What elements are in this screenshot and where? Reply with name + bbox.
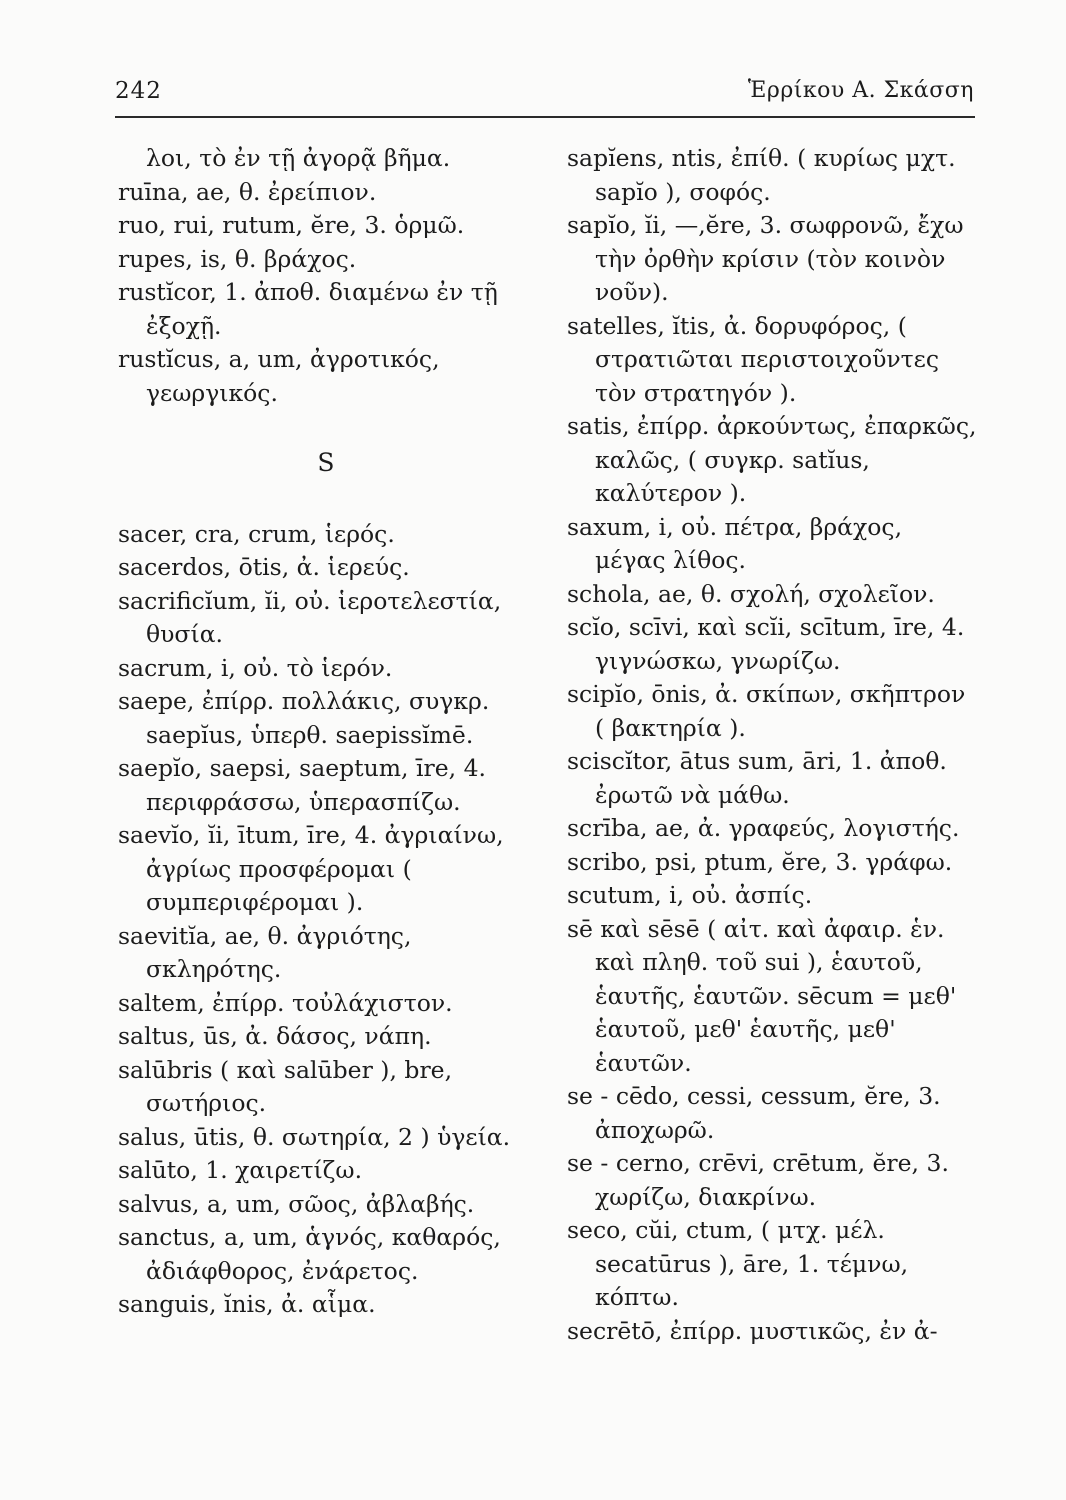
left-column <box>118 142 534 1322</box>
dictionary-entry: salūto, 1. χαιρετίζω. <box>118 1156 363 1184</box>
dictionary-entry: sacrum, i, οὐ. τὸ ἱερόν. <box>118 653 393 682</box>
dictionary-entry: se - cerno, crēvi, crētum, ĕre, 3. χωρίζω, διακρίνω. <box>567 1149 949 1211</box>
right-column <box>567 142 979 1348</box>
dictionary-entry: schola, ae, θ. σχολή, σχολεῖον. <box>567 579 935 608</box>
dictionary-entry: saepĭo, saepsi, saeptum, īre, 4. περιφράσσω, ὑπερασπίζω. <box>118 754 487 816</box>
dictionary-entry: rustĭcor, 1. ἀποθ. διαμένω ἐν τῇ ἐξοχῇ. <box>118 278 498 340</box>
dictionary-entry: satelles, ĭtis, ἀ. δορυφόρος, ( στρατιῶται περιστοιχοῦντες τὸν στρατηγόν ). <box>567 311 940 407</box>
dictionary-entry: scribo, psi, ptum, ĕre, 3. γράφω. <box>567 847 953 876</box>
dictionary-entry: sanguis, ĭnis, ἀ. αἷμα. <box>118 1290 376 1318</box>
dictionary-entry: seco, cŭi, ctum, ( μτχ. μέλ. secatūrus ), āre, 1. τέμνω, κόπτω. <box>567 1216 909 1311</box>
dictionary-entry: saepe, ἐπίρρ. πολλάκις, συγκρ. saepĭus, ὑπερθ. saepissĭmē. <box>118 687 490 749</box>
dictionary-entry: rustĭcus, a, um, ἀγροτικός, γεωργικός. <box>118 345 440 407</box>
page-header <box>115 78 974 112</box>
dictionary-entry: ruīna, ae, θ. ἐρείπιον. <box>118 177 377 206</box>
dictionary-entry: salus, ūtis, θ. σωτηρία, 2 ) ὑγεία. <box>118 1122 511 1151</box>
dictionary-entry: saevĭo, ĭi, ītum, īre, 4. ἀγριαίνω, ἀγρίως προσφέρομαι ( συμπεριφέρομαι ). <box>118 821 504 916</box>
header-rule <box>115 116 975 118</box>
section-letter: S <box>317 448 335 477</box>
dictionary-entry: λοι, τὸ ἐν τῇ ἀγορᾷ βῆμα. <box>146 144 451 172</box>
dictionary-entry: sapĭo, ĭi, —,ĕre, 3. σωφρονῶ, ἔχω τὴν ὀρθὴν κρίσιν (τὸν κοινὸν νοῦν). <box>567 211 964 306</box>
dictionary-entry: saxum, i, οὐ. πέτρα, βράχος, μέγας λίθος. <box>567 512 903 574</box>
dictionary-entry: secrētō, ἐπίρρ. μυστικῶς, ἐν ἀ- <box>567 1316 938 1345</box>
dictionary-entry: ruo, rui, rutum, ĕre, 3. ὁρμῶ. <box>118 211 465 239</box>
dictionary-entry: sacer, cra, crum, ἱερός. <box>118 519 395 548</box>
dictionary-entry: saltem, ἐπίρρ. τοὐλάχιστον. <box>118 988 453 1017</box>
dictionary-entry: satis, ἐπίρρ. ἀρκούντως, ἐπαρκῶς, καλῶς, ( συγκρ. satĭus, καλύτερον ). <box>567 412 977 507</box>
running-head: Ἑρρίκου Α. Σκάσση <box>747 78 974 103</box>
dictionary-entry: sacrificĭum, ĭi, οὐ. ἱεροτελεστία, θυσία. <box>118 586 502 648</box>
dictionary-entry: salvus, a, um, σῶος, ἀβλαβής. <box>118 1189 475 1218</box>
dictionary-entry: rupes, is, θ. βράχος. <box>118 244 357 273</box>
page-number: 242 <box>115 78 162 104</box>
dictionary-entry: sanctus, a, um, ἁγνός, καθαρός, ἀδιάφθορος, ἐνάρετος. <box>118 1223 501 1285</box>
dictionary-entry: scipĭo, ōnis, ἀ. σκίπων, σκῆπτρον ( βακτηρία ). <box>567 680 966 742</box>
dictionary-entry: scrība, ae, ἀ. γραφεύς, λογιστής. <box>567 814 960 842</box>
dictionary-entry: sapĭens, ntis, ἐπίθ. ( κυρίως μχτ. sapĭo ), σοφός. <box>567 144 956 206</box>
dictionary-entry: se - cēdo, cessi, cessum, ĕre, 3. ἀποχωρῶ. <box>567 1082 941 1144</box>
dictionary-entry: scĭo, scīvi, καὶ scĭi, scītum, īre, 4. γιγνώσκω, γνωρίζω. <box>567 613 965 675</box>
dictionary-entry: scutum, i, οὐ. ἀσπίς. <box>567 881 813 909</box>
dictionary-entry: sciscĭtor, ātus sum, āri, 1. ἀποθ. ἐρωτῶ νὰ μάθω. <box>567 747 947 809</box>
dictionary-entry: sē καὶ sēsē ( αἰτ. καὶ ἀφαιρ. ἑν. καὶ πληθ. τοῦ sui ), ἑαυτοῦ, ἑαυτῆς, ἑαυτῶν. sēcum = μεθ' ἑαυτοῦ, μεθ' ἑαυτῆς, μεθ' ἑαυτῶν. <box>567 914 957 1077</box>
dictionary-entry: sacerdos, ōtis, ἀ. ἱερεύς. <box>118 553 410 581</box>
dictionary-entry: salūbris ( καὶ salūber ), bre, σωτήριος. <box>118 1055 453 1117</box>
dictionary-entry: saltus, ūs, ἀ. δάσος, νάπη. <box>118 1022 432 1050</box>
dictionary-entry: saevitĭa, ae, θ. ἀγριότης, σκληρότης. <box>118 921 412 983</box>
